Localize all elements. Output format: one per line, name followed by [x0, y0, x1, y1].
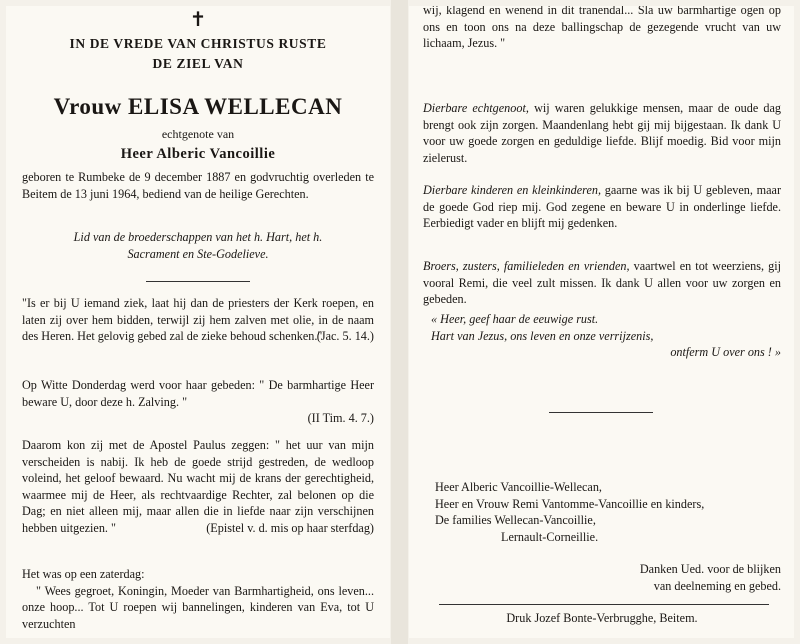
divider — [146, 281, 250, 282]
siblings-message — [423, 258, 781, 308]
saturday-prayer — [22, 566, 374, 632]
mourning-family — [435, 479, 781, 545]
heading-line-2: DE ZIEL VAN — [152, 56, 244, 71]
saturday-intro: Het was op een zaterdag: — [22, 567, 145, 581]
divider — [549, 412, 653, 413]
spouse-address: Dierbare echtgenoot, — [423, 101, 529, 115]
family-line-3: De families Wellecan-Vancoillie, — [435, 513, 596, 528]
brotherhood-line-1: Lid van de broederschappen van het h. Hart, het h. — [73, 230, 323, 244]
brotherhood-line-2: Sacrament en Ste-Godelieve. — [127, 246, 269, 261]
spouse-message — [423, 100, 781, 166]
thanks — [423, 561, 781, 594]
family-line-1: Heer Alberic Vancoillie-Wellecan, — [435, 480, 602, 494]
quote-holy-thursday — [22, 377, 374, 427]
deceased-name: Vrouw ELISA WELLECAN — [53, 94, 343, 119]
quote-james-ref: (Jac. 5. 14.) — [316, 329, 374, 344]
spouse-message-text: wij waren gelukkige mensen, maar de oude dag brengt ook zijn zorgen. Maandenlang hebt gij mij bijgestaan. Ik dank U voor uw goede zorgen en geduldige liefde. Blijf moedig. Bid voor mijn zielerust. — [423, 101, 781, 165]
quote-paul — [22, 437, 374, 537]
quote-james-text: "Is er bij U iemand ziek, laat hij dan de priesters der Kerk roepen, en laten zij over hem bidden, terwijl zij hem zalven met olie, in de naam des Heren. Het gelovig gebed zal de zieke behoud schenken." — [22, 296, 374, 344]
children-message — [423, 182, 781, 232]
quote-paul-ref: (Epistel v. d. mis op haar sterfdag) — [206, 520, 374, 535]
page-gutter — [391, 0, 408, 644]
family-line-4: Lernault-Corneillie. — [501, 529, 599, 544]
quote-holy-thursday-text: Op Witte Donderdag werd voor haar gebeden: " De barmhartige Heer beware U, door deze h. Zalving. " — [22, 378, 374, 409]
siblings-message-text: vaartwel en tot weerziens, gij vooral Remi, die veel zult missen. Ik dank U allen voor uw zorgen en gebeden. — [423, 259, 782, 307]
salve-regina-text: " Wees gegroet, Koningin, Moeder van Barmhartigheid, ons leven... onze hoop... Tot U roepen wij bannelingen, kinderen van Eva, tot U verzuchten — [22, 583, 374, 631]
salve-regina-continued: wij, klagend en wenend in dit tranendal... Sla uw barmhartige ogen op ons en toon ons na deze ballingschap de gezegende vrucht van uw lichaam, Jezus. " — [423, 6, 781, 51]
printer-rule — [439, 604, 769, 605]
children-message-text: gaarne was ik bij U gebleven, maar de goede God riep mij. God zegene en beware U in onderlinge liefde. Eerbiedigt vader en blijft mij gedenken. — [423, 183, 781, 231]
siblings-address: Broers, zusters, familieleden en vrienden, — [423, 259, 630, 273]
prayer-line-1: « Heer, geef haar de eeuwige rust. — [431, 312, 599, 326]
quote-paul-text: Daarom kon zij met de Apostel Paulus zeggen: " het uur van mijn verscheiden is nabij. Ik heb de goede strijd gestreden, de wedloop voleind, het geloof bewaard. Nu wacht mij de krans der gerechtigheid, waarmee mij de Heer, als rechtvaardige Rechter, zal belonen op die Dag; en niet alleen mij, maar allen die in liefde naar zijn verschijnen hebben uitgezien. " — [22, 438, 374, 535]
children-address: Dierbare kinderen en kleinkinderen, — [423, 183, 601, 197]
thanks-line-2: van deelneming en gebed. — [653, 578, 781, 593]
family-line-2: Heer en Vrouw Remi Vantomme-Vancoillie en kinders, — [435, 496, 705, 511]
prayer-line-2: Hart van Jezus, ons leven en onze verrijzenis, — [431, 328, 654, 343]
husband-name: Heer Alberic Vancoillie — [120, 146, 276, 162]
cross-icon: ✝ — [189, 9, 207, 31]
brotherhood-memberships — [22, 229, 374, 262]
left-page — [6, 6, 390, 638]
prayer-line-3: ontferm U over ons ! » — [670, 345, 781, 360]
thanks-line-1: Danken Ued. voor de blijken — [639, 562, 781, 576]
right-page — [409, 6, 794, 638]
heading-line-1: IN DE VREDE VAN CHRISTUS RUSTE — [69, 36, 327, 51]
printer-credit: Druk Jozef Bonte-Verbrugghe, Beitem. — [506, 611, 698, 625]
quote-james — [22, 295, 374, 345]
closing-prayer — [431, 311, 781, 361]
quote-holy-thursday-ref: (II Tim. 4. 7.) — [307, 411, 374, 426]
spouse-of-label: echtgenote van — [161, 127, 235, 141]
biography: geboren te Rumbeke de 9 december 1887 en godvruchtig overleden te Beitem de 13 juni 1964, bediend van de heilige Gerechten. — [22, 170, 374, 201]
